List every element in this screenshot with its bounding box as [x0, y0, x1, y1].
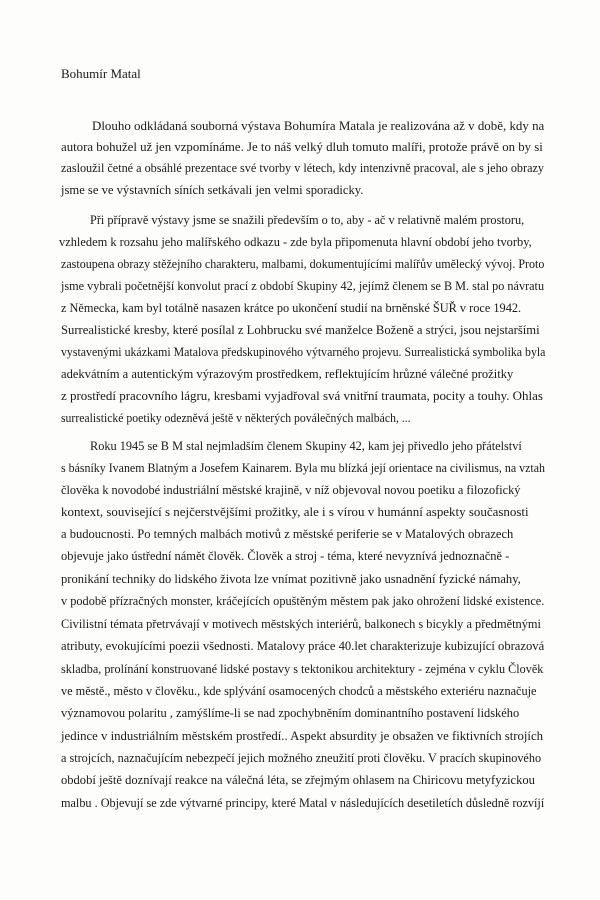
- text-line: autora bohužel už jen vzpomínáme. Je to náš velký dluh tomuto malíři, protože právě on by si: [61, 140, 543, 154]
- author-heading: Bohumír Matal: [61, 66, 141, 81]
- text-line: skladba, prolínání konstruované lidské postavy s tektonikou architektury - zejména v cyklu Člověk: [61, 662, 544, 676]
- text-line: významovou polaritu , zamýšlíme-li se nad zpochybněním dominantního postavení lidského: [61, 706, 520, 720]
- text-line: jedince v industriálním městském prostředí.. Aspekt absurdity je obsažen ve fiktivních strojích: [61, 729, 544, 743]
- text-line: jsme vybrali početnější konvolut prací z období Skupiny 42, jejímž členem se B M. stal po návratu: [61, 279, 545, 293]
- text-line: atributy, evokujícími poezii všednosti. Matalovy práce 40.let charakterizuje kubizující obrazová: [61, 639, 545, 653]
- text-line: ve městě., město v člověku., kde splývání osamocených chodců a městského exteriéru naznačuje: [61, 684, 537, 698]
- text-line: a strojcích, naznačujícím nebezpečí jejich možného zneužití proti člověku. V pracích skupinového: [61, 751, 542, 765]
- text-line: Dlouho odkládaná souborná výstava Bohumíra Matala je realizována až v době, kdy na: [92, 119, 545, 133]
- text-line: v podobě přízračných monster, kráčejících opuštěným městem pak jako ohrožení lidské existence.: [61, 594, 545, 608]
- text-line: s básníky Ivanem Blatným a Josefem Kainarem. Byla mu blízká její orientace na civilismus, na vztah: [61, 461, 545, 475]
- text-line: Při přípravě výstavy jsme se snažili především o to, aby - ač v relativně malém prostoru,: [90, 213, 525, 227]
- text-line: surrealistické poetiky odezněvá ještě v některých poválečných malbách, ...: [61, 411, 411, 425]
- text-line: malbu . Objevují se zde výtvarné principy, které Matal v následujících desetiletích důsledně rozvíjí: [61, 796, 545, 810]
- text-line: vystavenými ukázkami Matalova předskupinového výtvarného projevu. Surrealistická symbolika byla: [61, 345, 546, 359]
- text-line: období ještě doznívají reakce na válečná léta, se zřejmým ohlasem na Chiricovu metyfyzickou: [61, 773, 535, 787]
- text-line: zastoupena obrazy stěžejního charakteru, malbami, dokumentujícími malířův umělecký vývoj. Proto: [61, 257, 545, 271]
- text-line: pronikání techniky do lidského života lze vnímat pozitivně jako usnadnění fyzické námahy,: [61, 572, 521, 586]
- text-line: vzhledem k rozsahu jeho malířského odkazu - zde byla připomenuta hlavní období jeho tvorby,: [59, 235, 532, 249]
- text-line: a budoucnosti. Po temných malbách motivů z městské periferie se v Matalových obrazech: [61, 527, 514, 541]
- text-line: z Německa, kam byl totálně nasazen krátce po ukončení studií na brněnské ŠUŘ v roce 1942.: [61, 301, 522, 315]
- text-line: zasloužil četné a obsáhlé prezentace své tvorby v létech, kdy intenzivně pracoval, ale s jeho obrazy: [61, 161, 544, 175]
- text-line: Surrealistické kresby, které posílal z Lohbrucku své manželce Boženě a strýci, jsou nejstaršími: [61, 323, 540, 337]
- text-line: kontext, související s nejčerstvějšími prožitky, ale i s vírou v humánní aspekty současnosti: [61, 505, 529, 519]
- text-line: Roku 1945 se B M stal nejmladším členem Skupiny 42, kam jej přivedlo jeho přátelství: [90, 439, 522, 453]
- text-line: člověka k novodobé industriální městské krajině, v níž objevoval novou poetiku a filozofický: [61, 483, 521, 497]
- text-line: adekvátním a autentickým výrazovým prostředkem, reflektujícím hrůzné válečné prožitky: [61, 367, 514, 381]
- text-line: z prostředí pracovního lágru, kresbami vyjadřoval svá vnitřní traumata, pocity a touhy. Ohlas: [61, 389, 543, 403]
- text-line: Civilistní témata přetrvávají v motivech městských interiérů, balkonech s bicykly a předmětnými: [61, 617, 541, 631]
- text-line: jsme se ve výstavních síních setkávali jen velmi sporadicky.: [61, 183, 364, 197]
- text-line: objevuje jako ústřední námět člověk. Člověk a stroj - téma, které nevyznívá jednoznačně -: [61, 549, 510, 563]
